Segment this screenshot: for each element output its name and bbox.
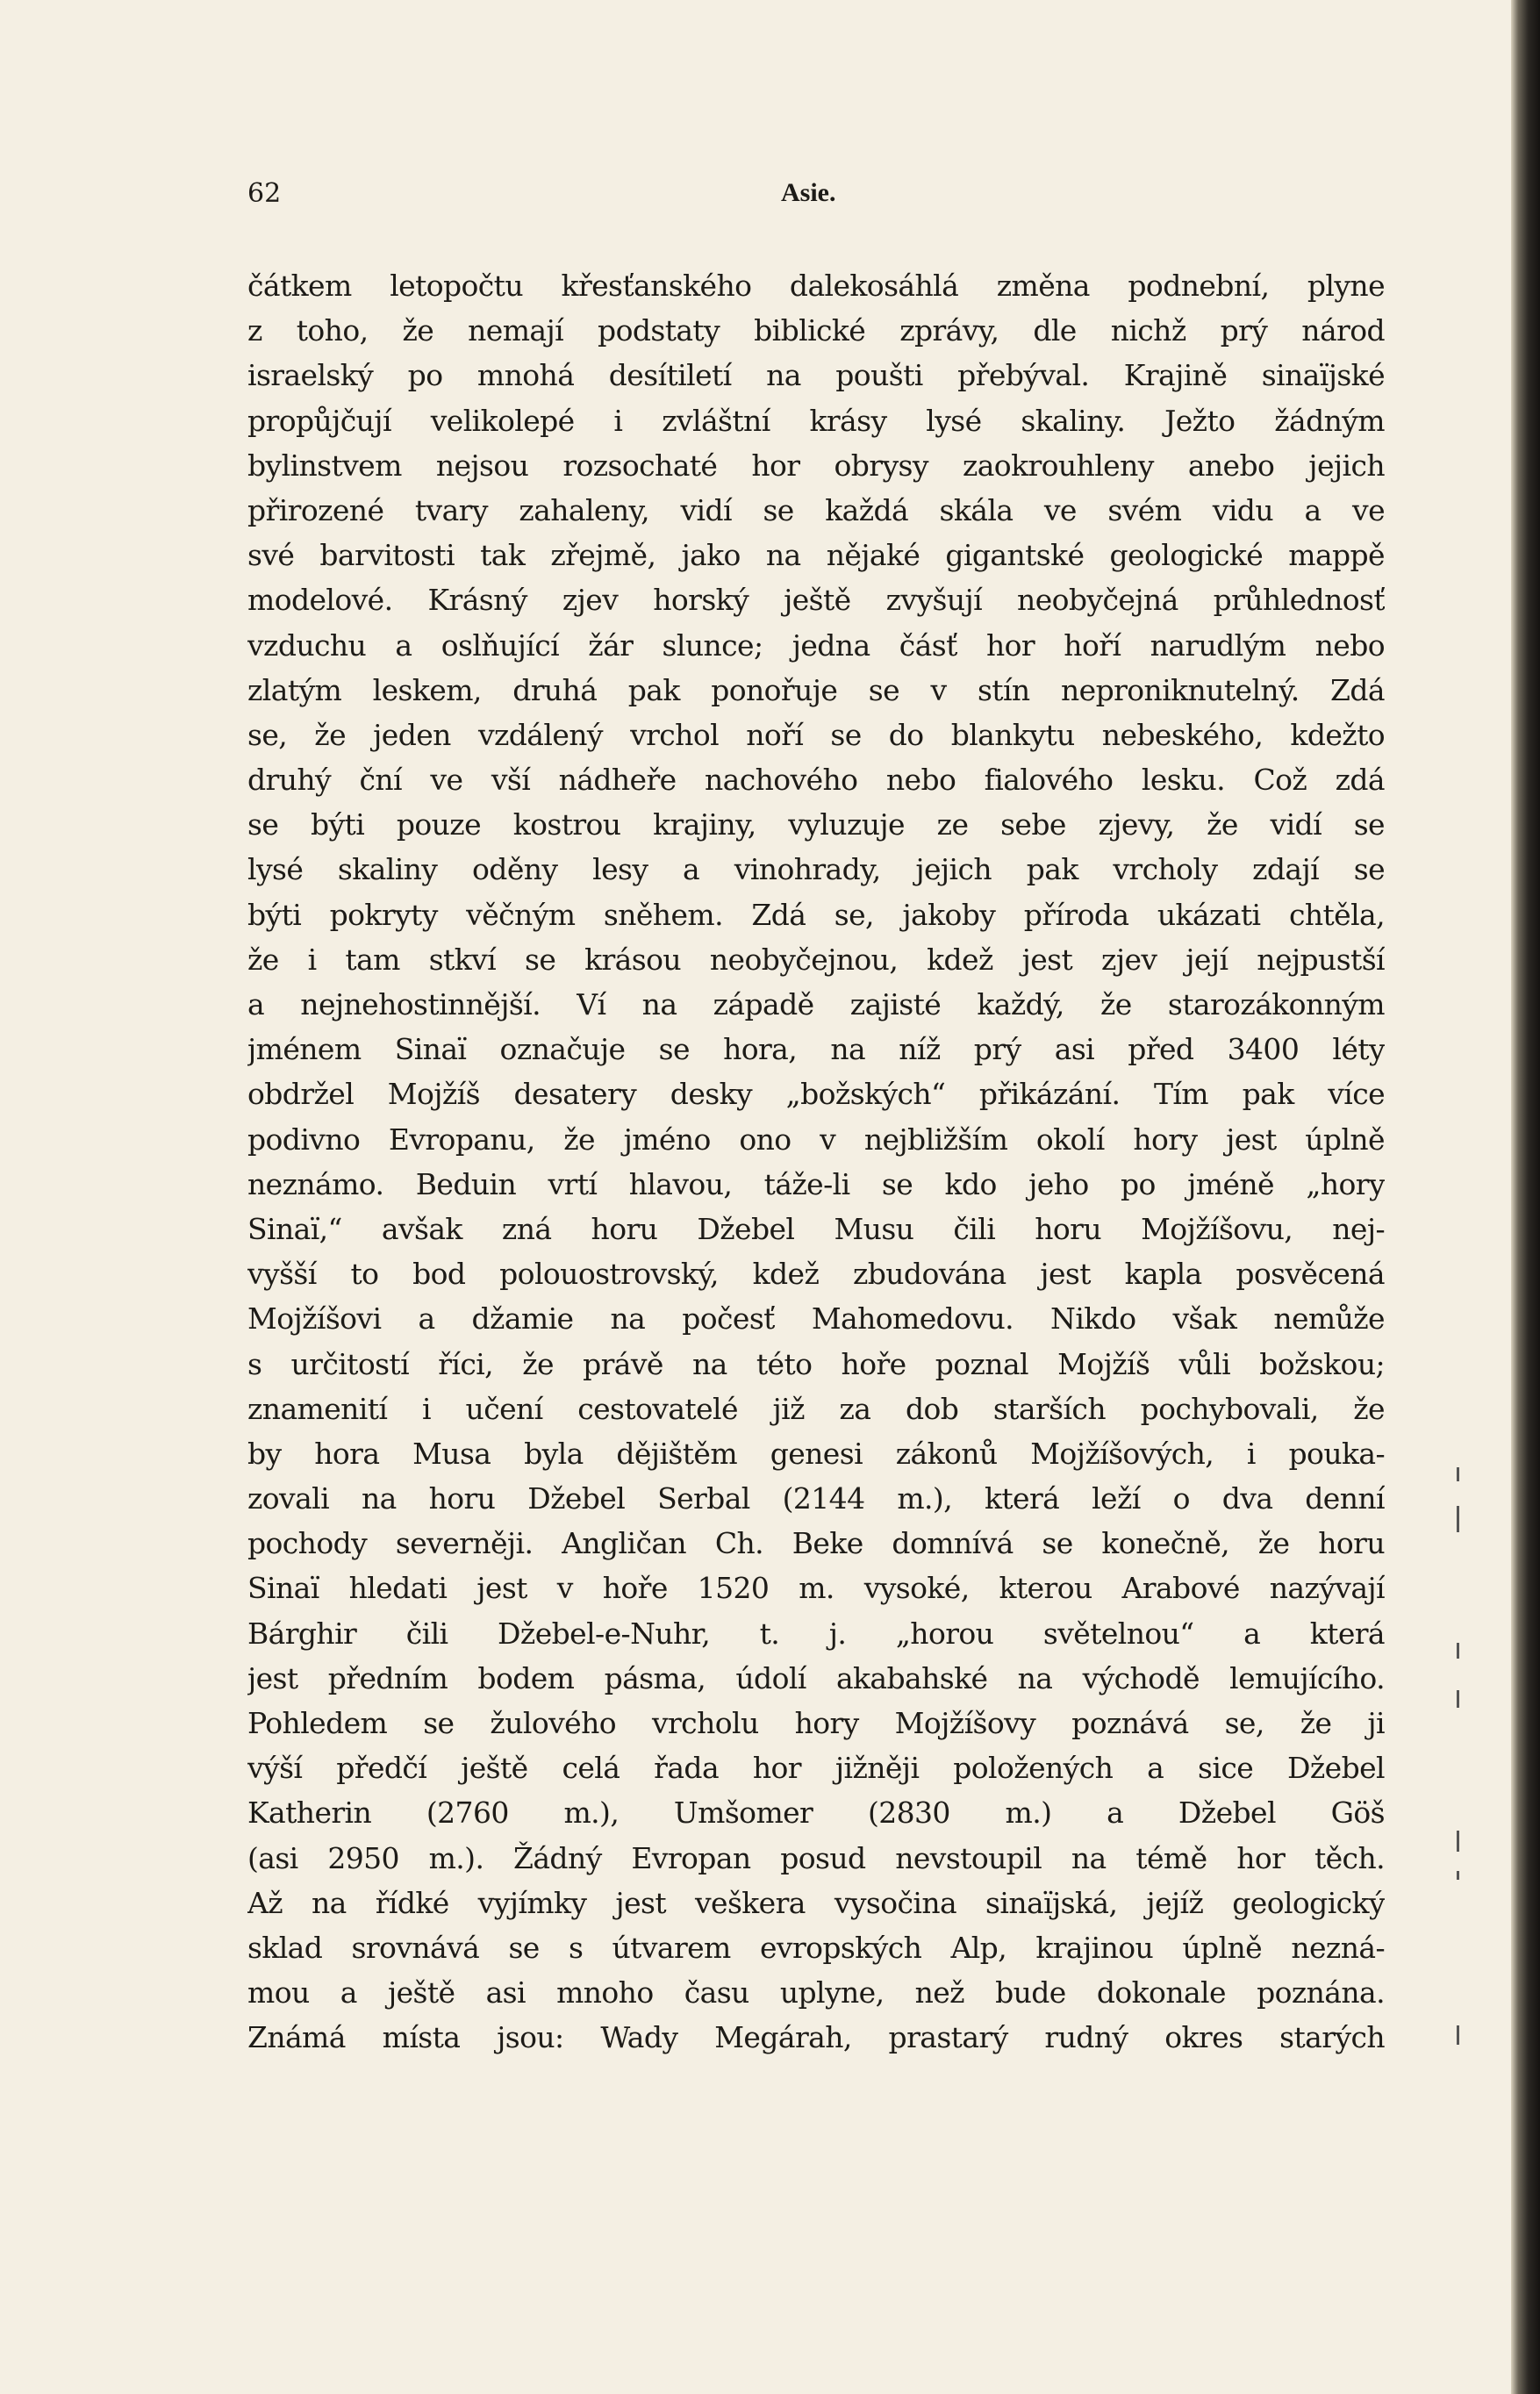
text-line: propůjčují velikolepé i zvláštní krásy lysé skaliny. Ježto žádným [247,403,1385,438]
text-line: a nejnehostinnější. Ví na západě zajisté každý, že starozákonným [247,987,1385,1021]
text-line: by hora Musa byla dějištěm genesi zákonů Mojžíšových, i pouka- [247,1436,1385,1471]
text-line: Sinaï hledati jest v hoře 1520 m. vysoké, kterou Arabové nazývají [247,1571,1385,1606]
text-line: Známá místa jsou: Wady Megárah, prastarý rudný okres starých [247,2020,1385,2055]
text-line: výší předčí ještě celá řada hor jižněji položených a sice Džebel [247,1751,1385,1786]
running-head [247,178,1385,213]
text-line: Až na řídké vyjímky jest veškera vysočina sinaïjská, jejíž geologický [247,1885,1385,1920]
text-line: zlatým leskem, druhá pak ponořuje se v stín neproniknutelný. Zdá [247,672,1385,707]
text-line: čátkem letopočtu křesťanského dalekosáhlá změna podnební, plyne [247,269,1385,303]
text-line: z toho, že nemají podstaty biblické zprávy, dle nichž prý národ [247,313,1385,348]
text-line: býti pokryty věčným sněhem. Zdá se, jakoby příroda ukázati chtěla, [247,897,1385,932]
text-line: Bárghir čili Džebel-e-Nuhr, t. j. „horou světelnou“ a která [247,1616,1385,1651]
text-line: vzduchu a oslňující žár slunce; jedna čásť hor hoří narudlým nebo [247,627,1385,663]
body-text [247,263,1385,2061]
text-line: modelové. Krásný zjev horský ještě zvyšují neobyčejná průhlednosť [247,583,1385,618]
text-line: podivno Evropanu, že jméno ono v nejbližším okolí hory jest úplně [247,1122,1385,1157]
text-line: lysé skaliny oděny lesy a vinohrady, jejich pak vrcholy zdají se [247,852,1385,887]
text-line: druhý ční ve vší nádheře nachového nebo fialového lesku. Což zdá [247,763,1385,798]
text-line: Katherin (2760 m.), Umšomer (2830 m.) a Džebel Göš [247,1796,1385,1831]
page-number: 62 [247,178,282,209]
margin-mark [1457,2025,1459,2045]
page-edge-shadow [1511,0,1540,2394]
text-line: neznámo. Beduin vrtí hlavou, táže-li se kdo jeho po jméně „hory [247,1166,1385,1201]
text-line: své barvitosti tak zřejmě, jako na nějaké gigantské geologické mappě [247,538,1385,573]
text-line: přirozené tvary zahaleny, vidí se každá skála ve svém vidu a ve [247,492,1385,527]
text-line: že i tam stkví se krásou neobyčejnou, kdež jest zjev její nejpustší [247,942,1385,977]
margin-mark [1457,1467,1459,1481]
text-line: Mojžíšovi a džamie na počesť Mahomedovu. Nikdo však nemůže [247,1301,1385,1337]
text-line: jest předním bodem pásma, údolí akabahské na východě lemujícího. [247,1660,1385,1695]
margin-mark [1457,1643,1459,1659]
text-line: jménem Sinaï označuje se hora, na níž prý asi před 3400 léty [247,1032,1385,1067]
text-line: zovali na horu Džebel Serbal (2144 m.), která leží o dva denní [247,1481,1385,1516]
text-line: israelský po mnohá desítiletí na poušti přebýval. Krajině sinaïjské [247,358,1385,393]
text-line: mou a ještě asi mnoho času uplyne, než bude dokonale poznána. [247,1975,1385,2011]
text-line: znamenití i učení cestovatelé již za dob starších pochybovali, že [247,1391,1385,1426]
text-line: sklad srovnává se s útvarem evropských Alp, krajinou úplně nezná- [247,1930,1385,1965]
margin-mark [1457,1831,1459,1852]
margin-mark [1457,1871,1459,1880]
running-title: Asie. [781,178,836,207]
text-line: obdržel Mojžíš desatery desky „božských“ přikázání. Tím pak více [247,1077,1385,1112]
margin-marks [1457,0,1465,2394]
text-line: s určitostí říci, že právě na této hoře poznal Mojžíš vůli božskou; [247,1346,1385,1381]
text-line: vyšší to bod polouostrovský, kdež zbudována jest kapla posvěcená [247,1257,1385,1292]
margin-mark [1457,1690,1459,1708]
text-line: Pohledem se žulového vrcholu hory Mojžíšovy poznává se, že ji [247,1706,1385,1740]
text-line: (asi 2950 m.). Žádný Evropan posud nevstoupil na témě hor těch. [247,1840,1385,1875]
margin-mark [1457,1506,1459,1532]
text-line: pochody severněji. Angličan Ch. Beke domnívá se konečně, že horu [247,1526,1385,1561]
text-line: Sinaï,“ avšak zná horu Džebel Musu čili horu Mojžíšovu, nej- [247,1211,1385,1246]
text-line: se, že jeden vzdálený vrchol noří se do blankytu nebeského, kdežto [247,717,1385,752]
text-line: bylinstvem nejsou rozsochaté hor obrysy zaokrouhleny anebo jejich [247,448,1385,483]
text-line: se býti pouze kostrou krajiny, vyluzuje ze sebe zjevy, že vidí se [247,807,1385,842]
